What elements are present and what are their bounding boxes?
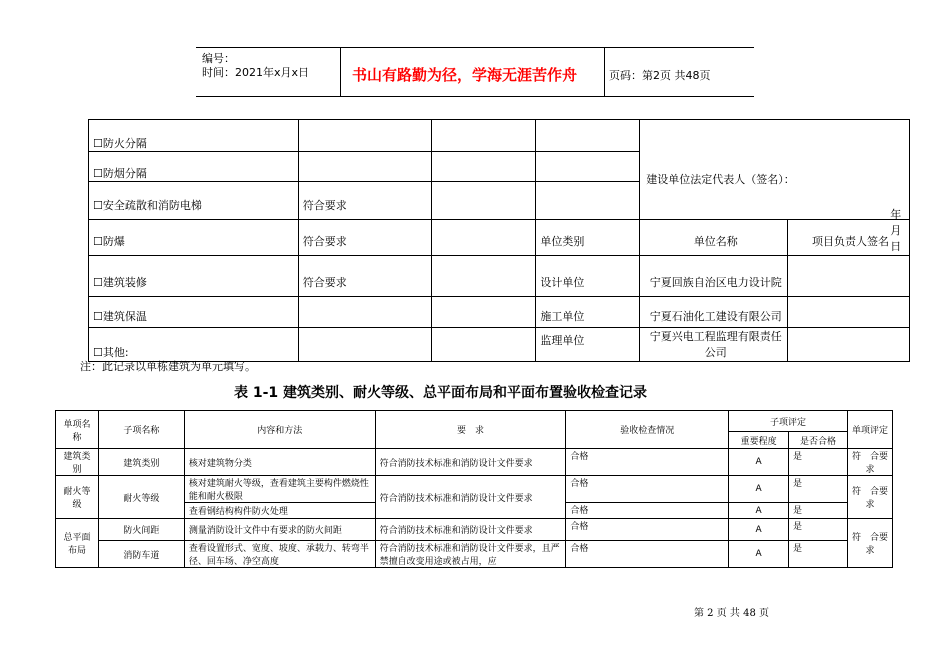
item-name-cell: 总平面布局 <box>56 519 99 568</box>
table-row <box>56 541 893 568</box>
importance-cell: A <box>729 541 789 568</box>
header-bottom-rule <box>196 96 754 97</box>
inspection-table <box>55 410 893 568</box>
leader-sign-cell <box>788 328 910 362</box>
sub-name-cell: 建筑类别 <box>98 449 184 476</box>
sub-name-cell: 防火间距 <box>98 519 184 541</box>
leader-sign-cell <box>788 297 910 328</box>
method-cell: 测量消防设计文件中有要求的防火间距 <box>184 519 375 541</box>
unit-name-cell: 宁夏石油化工建设有限公司 <box>640 297 788 328</box>
result-cell: 符合要求 <box>298 256 431 297</box>
unit-type-header: 单位类别 <box>536 220 640 256</box>
item-cell: ☐建筑装修 <box>89 256 299 297</box>
leader-sign-cell <box>788 256 910 297</box>
header-divider-2 <box>604 47 605 97</box>
sub-name-cell: 耐火等级 <box>98 476 184 519</box>
col-sub-eval: 子项评定 <box>729 411 848 432</box>
unit-name-header: 单位名称 <box>640 220 788 256</box>
table-row <box>56 449 893 476</box>
header-top-rule <box>196 47 754 48</box>
result-cell <box>298 297 431 328</box>
table-row <box>89 220 910 256</box>
conform-cell: 是 <box>789 449 848 476</box>
item-eval-cell: 符 合要求 <box>847 476 892 519</box>
result-cell: 符合要求 <box>298 220 431 256</box>
unit-type-cell: 施工单位 <box>536 297 640 328</box>
item-cell: ☐防火分隔 <box>89 120 299 152</box>
table-note: 注：此记录以单栋建筑为单元填写。 <box>80 360 256 373</box>
result-cell <box>298 152 431 182</box>
unit-name-cell: 宁夏兴电工程监理有限责任公司 <box>640 328 788 362</box>
sub-name-cell: 消防车道 <box>98 541 184 568</box>
page-indicator: 页码：第2页 共48页 <box>609 69 711 82</box>
doc-time-label: 时间：2021年x月x日 <box>202 66 310 79</box>
conform-cell: 是 <box>789 476 848 503</box>
table-row <box>89 256 910 297</box>
table-header-row <box>56 411 893 432</box>
check-cell: 合格 <box>566 503 729 519</box>
result-cell <box>298 328 431 362</box>
table-row <box>56 476 893 503</box>
page-footer: 第 2 页 共 48 页 <box>694 608 769 619</box>
method-cell: 查看钢结构构件防火处理 <box>184 503 375 519</box>
check-cell: 合格 <box>566 449 729 476</box>
item-name-cell: 耐火等级 <box>56 476 99 519</box>
result-cell <box>298 120 431 152</box>
item-cell: ☐建筑保温 <box>89 297 299 328</box>
unit-name-cell: 宁夏回族自治区电力设计院 <box>640 256 788 297</box>
item-eval-cell: 符 合要求 <box>847 449 892 476</box>
check-cell: 合格 <box>566 541 729 568</box>
leader-sign-header: 项目负责人签名 <box>788 220 910 256</box>
col-item-eval: 单项评定 <box>847 411 892 449</box>
table-title: 表 1-1 建筑类别、耐火等级、总平面布局和平面布置验收检查记录 <box>234 385 648 401</box>
col-conform: 是否合格 <box>789 432 848 449</box>
conform-cell: 是 <box>789 519 848 541</box>
table-row <box>89 120 910 152</box>
unit-type-cell: 监理单位 <box>536 328 640 362</box>
unit-type-cell: 设计单位 <box>536 256 640 297</box>
header-divider-1 <box>340 47 341 97</box>
requirement-cell: 符合消防技术标准和消防设计文件要求 <box>375 449 566 476</box>
item-cell: ☐其他: <box>89 328 299 362</box>
check-cell: 合格 <box>566 476 729 503</box>
legal-rep-label: 建设单位法定代表人（签名）： <box>646 173 795 186</box>
method-cell: 核对建筑物分类 <box>184 449 375 476</box>
importance-cell: A <box>729 503 789 519</box>
importance-cell: A <box>729 476 789 503</box>
header-motto: 书山有路勤为径，学海无涯苦作舟 <box>352 66 578 84</box>
importance-cell: A <box>729 449 789 476</box>
item-cell: ☐防爆 <box>89 220 299 256</box>
summary-sign-table <box>88 119 924 362</box>
check-cell: 合格 <box>566 519 729 541</box>
table-row <box>89 328 910 362</box>
conform-cell: 是 <box>789 503 848 519</box>
requirement-cell: 符合消防技术标准和消防设计文件要求 <box>375 519 566 541</box>
conform-cell: 是 <box>789 541 848 568</box>
col-check: 验收检查情况 <box>566 411 729 449</box>
col-importance: 重要程度 <box>729 432 789 449</box>
requirement-cell: 符合消防技术标准和消防设计文件要求 <box>375 476 566 519</box>
result-cell: 符合要求 <box>298 182 431 220</box>
table-row <box>56 519 893 541</box>
col-requirement: 要 求 <box>375 411 566 449</box>
doc-number-label: 编号： <box>202 52 235 65</box>
table-row <box>89 297 910 328</box>
item-eval-cell: 符 合要求 <box>847 519 892 568</box>
col-item-name: 单项名称 <box>56 411 99 449</box>
requirement-cell: 符合消防技术标准和消防设计文件要求，且严禁擅自改变用途或被占用，应 <box>375 541 566 568</box>
col-method: 内容和方法 <box>184 411 375 449</box>
importance-cell: A <box>729 519 789 541</box>
col-sub-name: 子项名称 <box>98 411 184 449</box>
method-cell: 核对建筑耐火等级，查看建筑主要构件燃烧性能和耐火极限 <box>184 476 375 503</box>
sign-date-label: 年 月 日 <box>890 208 924 253</box>
method-cell: 查看设置形式、宽度、坡度、承载力、转弯半径、回车场、净空高度 <box>184 541 375 568</box>
item-cell: ☐防烟分隔 <box>89 152 299 182</box>
item-name-cell: 建筑类别 <box>56 449 99 476</box>
item-cell: ☐安全疏散和消防电梯 <box>89 182 299 220</box>
